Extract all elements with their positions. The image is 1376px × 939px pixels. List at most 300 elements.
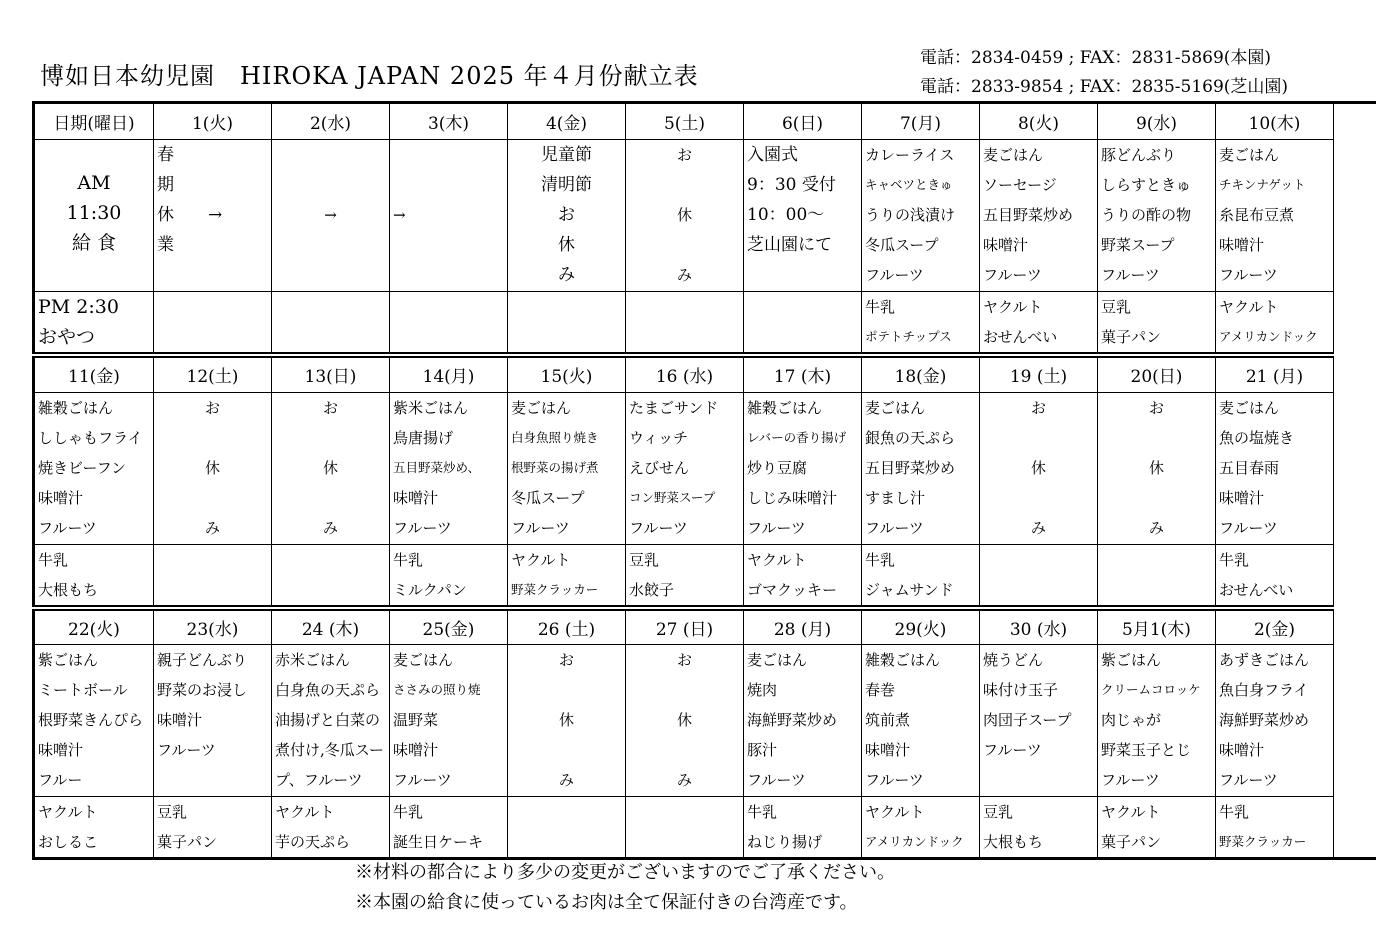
menu-line: 白身魚の天ぷら	[275, 681, 381, 699]
lunch-cell	[744, 392, 862, 544]
menu-line: 牛乳	[1219, 803, 1250, 821]
menu-line: 野菜クラッカー	[1219, 834, 1307, 849]
menu-line: ポテトチップス	[865, 329, 952, 344]
menu-line: 菓子パン	[157, 833, 218, 851]
menu-line: 麦ごはん	[983, 146, 1044, 164]
menu-line: 海鮮野菜炒め	[747, 711, 838, 729]
lunch-cell	[980, 645, 1098, 797]
menu-line: 牛乳	[865, 298, 896, 316]
menu-line: ウィッチ	[629, 428, 689, 447]
menu-line: フルーツ	[1219, 771, 1278, 789]
menu-line: 味噌汁	[393, 488, 439, 507]
menu-line: 筑前煮	[865, 711, 911, 729]
menu-line: コン野菜スープ	[629, 489, 716, 505]
menu-line	[393, 170, 504, 200]
menu-line: 味噌汁	[1219, 741, 1265, 759]
menu-line: おせんべい	[1219, 580, 1294, 599]
menu-line	[275, 170, 386, 200]
menu-line	[983, 483, 1094, 513]
menu-line: 五目野菜炒め、	[393, 459, 481, 475]
menu-line: 休	[204, 458, 220, 477]
lunch-row	[34, 392, 1376, 544]
lunch-cell	[272, 140, 390, 292]
menu-line: 糸昆布豆煮	[1219, 206, 1295, 224]
menu-line: 休	[558, 235, 575, 255]
date-header-label: 日期(曜日)	[34, 103, 154, 140]
menu-line: 休	[322, 458, 338, 477]
menu-line	[629, 170, 740, 200]
menu-line: ヤクルト	[983, 298, 1043, 316]
menu-line: フルーツ	[1101, 771, 1160, 789]
menu-line: アメリカンドック	[865, 834, 964, 849]
day-date: 29(火)	[862, 608, 980, 645]
menu-line: 味噌汁	[1219, 236, 1265, 254]
menu-line: 休	[558, 711, 574, 729]
menu-line	[983, 423, 1094, 453]
menu-table	[32, 101, 1376, 860]
day-date: 18(金)	[862, 355, 980, 392]
snack-row	[34, 544, 1376, 608]
menu-line: 春巻	[865, 681, 896, 699]
menu-line: 豚汁	[747, 741, 778, 759]
day-date: 22(火)	[34, 608, 154, 645]
lunch-cell	[1216, 140, 1334, 292]
lunch-cell	[154, 140, 272, 292]
day-date: 28 (月)	[744, 608, 862, 645]
menu-line: えびせん	[629, 458, 690, 477]
snack-cell	[1216, 292, 1334, 356]
menu-line: ヤクルト	[38, 803, 98, 821]
day-date: 17 (木)	[744, 355, 862, 392]
day-date: 5(土)	[626, 103, 744, 140]
snack-cell	[508, 797, 626, 859]
contact-shibayama-campus: 電話：2833-9854 ; FAX：2835-5169(芝山園)	[920, 77, 1289, 97]
menu-line: ソーセージ	[983, 176, 1057, 194]
menu-line: 味噌汁	[38, 741, 84, 759]
menu-line: み	[1148, 518, 1164, 537]
menu-line: 清明節	[541, 175, 592, 195]
snack-cell	[1216, 797, 1334, 859]
menu-line: 焼きビーフン	[38, 458, 127, 477]
menu-line: 春	[157, 145, 174, 165]
menu-line: み	[558, 771, 574, 789]
lunch-row	[34, 645, 1376, 797]
menu-line: フルーツ	[393, 771, 452, 789]
menu-line	[393, 140, 504, 170]
snack-cell	[154, 797, 272, 859]
lunch-cell	[508, 645, 626, 797]
menu-line: 休	[676, 206, 692, 224]
day-date: 3(木)	[390, 103, 508, 140]
menu-line: み	[558, 265, 575, 285]
menu-line: ささみの照り焼	[393, 682, 481, 697]
day-date: 12(土)	[154, 355, 272, 392]
snack-cell	[744, 292, 862, 356]
lunch-cell	[390, 392, 508, 544]
menu-line: プ、フルーツ	[275, 771, 363, 789]
menu-line: フルーツ	[865, 518, 924, 537]
lunch-cell	[1098, 645, 1216, 797]
menu-line: フルーツ	[38, 518, 97, 537]
menu-line: チキンナゲット	[1219, 177, 1306, 192]
menu-line: 炒り豆腐	[747, 458, 808, 477]
snack-cell	[390, 292, 508, 356]
menu-line: み	[676, 266, 692, 284]
menu-line: お	[558, 651, 574, 669]
day-date: 9(水)	[1098, 103, 1216, 140]
menu-line: 焼うどん	[983, 651, 1044, 669]
menu-line: 肉じゃが	[1101, 711, 1162, 729]
day-date: 2(水)	[272, 103, 390, 140]
date-header-row	[34, 608, 1376, 645]
menu-line: 鳥唐揚げ	[393, 428, 454, 447]
contact-main-campus: 電話：2834-0459 ; FAX：2831-5869(本園)	[920, 48, 1272, 68]
menu-line: →	[324, 206, 337, 224]
menu-line: 油揚げと白菜の	[275, 711, 381, 729]
snack-cell	[34, 797, 154, 859]
menu-line: お	[676, 651, 692, 669]
menu-line: 休	[1030, 458, 1046, 477]
snack-cell	[626, 544, 744, 608]
menu-line	[1101, 423, 1212, 453]
menu-line: アメリカンドック	[1219, 329, 1318, 344]
menu-line: すまし汁	[865, 488, 926, 507]
menu-line: 芝山園にて	[747, 235, 832, 255]
menu-line: フルーツ	[511, 518, 570, 537]
lunch-cell	[980, 140, 1098, 292]
menu-line	[629, 735, 740, 765]
snack-cell	[272, 544, 390, 608]
menu-line: 味噌汁	[38, 488, 84, 507]
menu-line: 根野菜の揚げ煮	[511, 459, 599, 475]
note-line: ※本園の給食に使っているお肉は全て保証付きの台湾産です。	[355, 892, 858, 913]
menu-line: 水餃子	[629, 580, 675, 599]
day-date: 11(金)	[34, 355, 154, 392]
day-date: 19 (土)	[980, 355, 1098, 392]
menu-line: 10：00～	[747, 205, 825, 225]
menu-line: フルーツ	[747, 518, 806, 537]
menu-line	[275, 140, 386, 170]
day-date: 4(金)	[508, 103, 626, 140]
menu-line: たまごサンド	[629, 398, 719, 417]
lunch-cell	[1098, 392, 1216, 544]
day-date: 2(金)	[1216, 608, 1334, 645]
menu-line: み	[204, 518, 220, 537]
contact-info	[920, 44, 1288, 102]
menu-line: 魚白身フライ	[1219, 681, 1309, 699]
menu-line: 白身魚照り焼き	[511, 429, 599, 445]
menu-line: 牛乳	[865, 550, 896, 569]
menu-line: 煮付け,冬瓜スー	[275, 741, 385, 759]
menu-line: ゴマクッキー	[747, 580, 838, 599]
snack-cell	[1216, 544, 1334, 608]
menu-line: 9：30 受付	[747, 175, 836, 195]
menu-line: しじみ味噌汁	[747, 488, 838, 507]
menu-line: み	[676, 771, 692, 789]
menu-line	[157, 483, 268, 513]
menu-line	[511, 735, 622, 765]
menu-line: 冬瓜スープ	[865, 236, 939, 254]
snack-cell	[508, 544, 626, 608]
menu-line: ミルクパン	[393, 580, 467, 599]
menu-line: 業	[157, 235, 174, 255]
menu-line	[275, 423, 386, 453]
menu-line: フルーツ	[865, 771, 924, 789]
menu-line: 味噌汁	[393, 741, 439, 759]
day-date: 5月1(木)	[1098, 608, 1216, 645]
menu-line: ねじり揚げ	[747, 833, 823, 851]
snack-cell	[744, 797, 862, 859]
day-date: 1(火)	[154, 103, 272, 140]
day-date: 20(日)	[1098, 355, 1216, 392]
day-date: 15(火)	[508, 355, 626, 392]
menu-line: 紫米ごはん	[393, 398, 469, 417]
menu-line: 魚の塩焼き	[1219, 428, 1295, 447]
day-date: 30 (水)	[980, 608, 1098, 645]
label-line: 11:30	[66, 202, 122, 224]
menu-line: フルーツ	[629, 518, 688, 537]
menu-line: ヤクルト	[865, 803, 925, 821]
menu-line: 豆乳	[157, 803, 188, 821]
menu-line: ヤクルト	[1101, 803, 1161, 821]
label-line: 給 食	[71, 232, 117, 254]
lunch-cell	[1098, 140, 1216, 292]
menu-line: 味噌汁	[157, 711, 203, 729]
pm-snack-label	[34, 292, 154, 356]
lunch-cell	[154, 392, 272, 544]
menu-line: 麦ごはん	[393, 651, 454, 669]
day-date: 25(金)	[390, 608, 508, 645]
day-date: 10(木)	[1216, 103, 1334, 140]
menu-line: 豆乳	[629, 550, 660, 569]
menu-line: フルーツ	[1219, 266, 1278, 284]
menu-line: 親子どんぶり	[157, 651, 248, 669]
lunch-cell	[390, 645, 508, 797]
menu-line: フルーツ	[983, 266, 1042, 284]
day-date: 26 (土)	[508, 608, 626, 645]
snack-cell	[744, 544, 862, 608]
menu-line: 牛乳	[38, 550, 69, 569]
snack-cell	[390, 797, 508, 859]
snack-cell	[862, 292, 980, 356]
menu-line: フルーツ	[865, 266, 924, 284]
snack-cell	[1098, 292, 1216, 356]
lunch-row	[34, 140, 1376, 292]
menu-line: 味噌汁	[983, 236, 1029, 254]
lunch-cell	[390, 140, 508, 292]
lunch-cell	[626, 140, 744, 292]
menu-line: 牛乳	[393, 803, 424, 821]
menu-line: 休	[676, 711, 692, 729]
lunch-cell	[34, 645, 154, 797]
note-line: ※材料の都合により多少の変更がございますのでご了承ください。	[355, 862, 895, 883]
menu-line: 味噌汁	[865, 741, 911, 759]
snack-cell	[34, 544, 154, 608]
lunch-cell	[508, 140, 626, 292]
menu-line	[157, 423, 268, 453]
menu-line: 根野菜きんぴら	[38, 711, 144, 729]
menu-line: フルーツ	[393, 518, 452, 537]
menu-line: 雑穀ごはん	[865, 651, 941, 669]
menu-line: 誕生日ケーキ	[393, 833, 484, 851]
menu-line: 休	[1148, 458, 1164, 477]
label-line: AM	[77, 172, 111, 194]
menu-line: 野菜スープ	[1101, 236, 1175, 254]
menu-line: お	[558, 205, 575, 225]
date-header-row	[34, 355, 1376, 392]
menu-line: 味付け玉子	[983, 681, 1059, 699]
snack-cell	[272, 797, 390, 859]
menu-line: ヤクルト	[511, 550, 571, 569]
label-line: おやつ	[38, 326, 96, 348]
menu-line: あずきごはん	[1219, 651, 1310, 669]
snack-cell	[508, 292, 626, 356]
menu-line: 野菜玉子とじ	[1101, 741, 1192, 759]
day-date: 7(月)	[862, 103, 980, 140]
menu-line: フルーツ	[983, 741, 1042, 759]
snack-cell	[390, 544, 508, 608]
day-date: 24 (木)	[272, 608, 390, 645]
menu-line: み	[322, 518, 338, 537]
menu-line: お	[676, 146, 692, 164]
menu-line: お	[1030, 398, 1046, 417]
menu-line: 麦ごはん	[1219, 146, 1280, 164]
menu-line: 紫ごはん	[38, 651, 99, 669]
menu-line: キャベツときゅ	[865, 177, 953, 192]
menu-line: 五目春雨	[1219, 458, 1280, 477]
menu-line: フルーツ	[1219, 518, 1278, 537]
lunch-cell	[862, 392, 980, 544]
day-date: 21 (月)	[1216, 355, 1334, 392]
menu-line: 海鮮野菜炒め	[1219, 711, 1310, 729]
menu-line	[511, 675, 622, 705]
day-date: 6(日)	[744, 103, 862, 140]
lunch-cell	[272, 392, 390, 544]
snack-cell	[1098, 544, 1216, 608]
menu-line: 期	[157, 175, 174, 195]
snack-cell	[862, 544, 980, 608]
menu-line: み	[1030, 518, 1046, 537]
lunch-cell	[34, 392, 154, 544]
menu-line: ヤクルト	[275, 803, 335, 821]
menu-line: 五目野菜炒め	[983, 206, 1074, 224]
menu-line: 牛乳	[1219, 550, 1250, 569]
menu-line: 温野菜	[393, 711, 439, 729]
menu-line: 豆乳	[983, 803, 1014, 821]
menu-line: 紫ごはん	[1101, 651, 1162, 669]
day-date: 23(水)	[154, 608, 272, 645]
lunch-cell	[626, 392, 744, 544]
menu-line: 大根もち	[983, 833, 1044, 851]
menu-line: お	[204, 398, 220, 417]
menu-line: 児童節	[541, 145, 592, 165]
menu-line: レバーの香り揚げ	[747, 429, 847, 445]
menu-line	[275, 483, 386, 513]
menu-line: 雑穀ごはん	[38, 398, 114, 417]
am-lunch-label	[34, 140, 154, 292]
snack-cell	[862, 797, 980, 859]
menu-line: 野菜クラッカー	[511, 581, 599, 597]
menu-line: 休 →	[157, 205, 223, 225]
snack-cell	[980, 292, 1098, 356]
menu-line: 雑穀ごはん	[747, 398, 823, 417]
menu-line: お	[322, 398, 338, 417]
page-title: 博如日本幼児園 HIROKA JAPAN 2025 年４月份献立表	[40, 62, 699, 90]
lunch-cell	[862, 140, 980, 292]
menu-line: おしるこ	[38, 833, 99, 851]
snack-cell	[980, 797, 1098, 859]
menu-line: フルーツ	[747, 771, 806, 789]
lunch-cell	[862, 645, 980, 797]
menu-line	[629, 230, 740, 260]
menu-line: フルーツ	[1101, 266, 1160, 284]
menu-line: クリームコロッケ	[1101, 682, 1201, 697]
lunch-cell	[744, 645, 862, 797]
snack-cell	[626, 292, 744, 356]
menu-line: 赤米ごはん	[275, 651, 351, 669]
menu-line: うりの浅漬け	[865, 206, 956, 224]
menu-line: ジャムサンド	[865, 580, 954, 599]
menu-line: 大根もち	[38, 580, 99, 599]
snack-row	[34, 797, 1376, 859]
day-date: 14(月)	[390, 355, 508, 392]
snack-cell	[980, 544, 1098, 608]
menu-line	[1101, 483, 1212, 513]
menu-line: 菓子パン	[1101, 328, 1162, 346]
menu-line: 芋の天ぷら	[275, 833, 351, 851]
menu-line: ミートボール	[38, 681, 128, 699]
lunch-cell	[980, 392, 1098, 544]
date-header-row	[34, 103, 1376, 140]
menu-line: 五目野菜炒め	[865, 458, 956, 477]
snack-row	[34, 292, 1376, 356]
day-date: 13(日)	[272, 355, 390, 392]
menu-line: カレーライス	[865, 146, 955, 164]
menu-line: 入園式	[747, 145, 798, 165]
day-date: 8(火)	[980, 103, 1098, 140]
menu-line: 菓子パン	[1101, 833, 1162, 851]
menu-line: うりの酢の物	[1101, 206, 1192, 224]
snack-cell	[154, 544, 272, 608]
day-date: 27 (日)	[626, 608, 744, 645]
menu-line: しらすときゅ	[1101, 176, 1192, 194]
menu-line: フルー	[38, 771, 83, 789]
menu-line: おせんべい	[983, 328, 1058, 346]
menu-line: ししゃもフライ	[38, 428, 143, 447]
menu-line: 牛乳	[747, 803, 778, 821]
lunch-cell	[272, 645, 390, 797]
menu-line: ヤクルト	[1219, 298, 1279, 316]
menu-line: 冬瓜スープ	[511, 488, 585, 507]
notes	[355, 858, 895, 918]
lunch-cell	[1216, 645, 1334, 797]
day-date: 16 (水)	[626, 355, 744, 392]
menu-line: →	[393, 206, 406, 224]
label-line: PM 2:30	[38, 296, 119, 318]
menu-line: 野菜のお浸し	[157, 681, 248, 699]
menu-line: 麦ごはん	[865, 398, 926, 417]
menu-line: 銀魚の天ぷら	[865, 428, 956, 447]
snack-cell	[154, 292, 272, 356]
menu-line: 焼肉	[747, 681, 778, 699]
menu-line: 麦ごはん	[747, 651, 808, 669]
menu-line: ヤクルト	[747, 550, 807, 569]
lunch-cell	[626, 645, 744, 797]
lunch-cell	[744, 140, 862, 292]
menu-line: 牛乳	[393, 550, 424, 569]
lunch-cell	[508, 392, 626, 544]
lunch-cell	[154, 645, 272, 797]
